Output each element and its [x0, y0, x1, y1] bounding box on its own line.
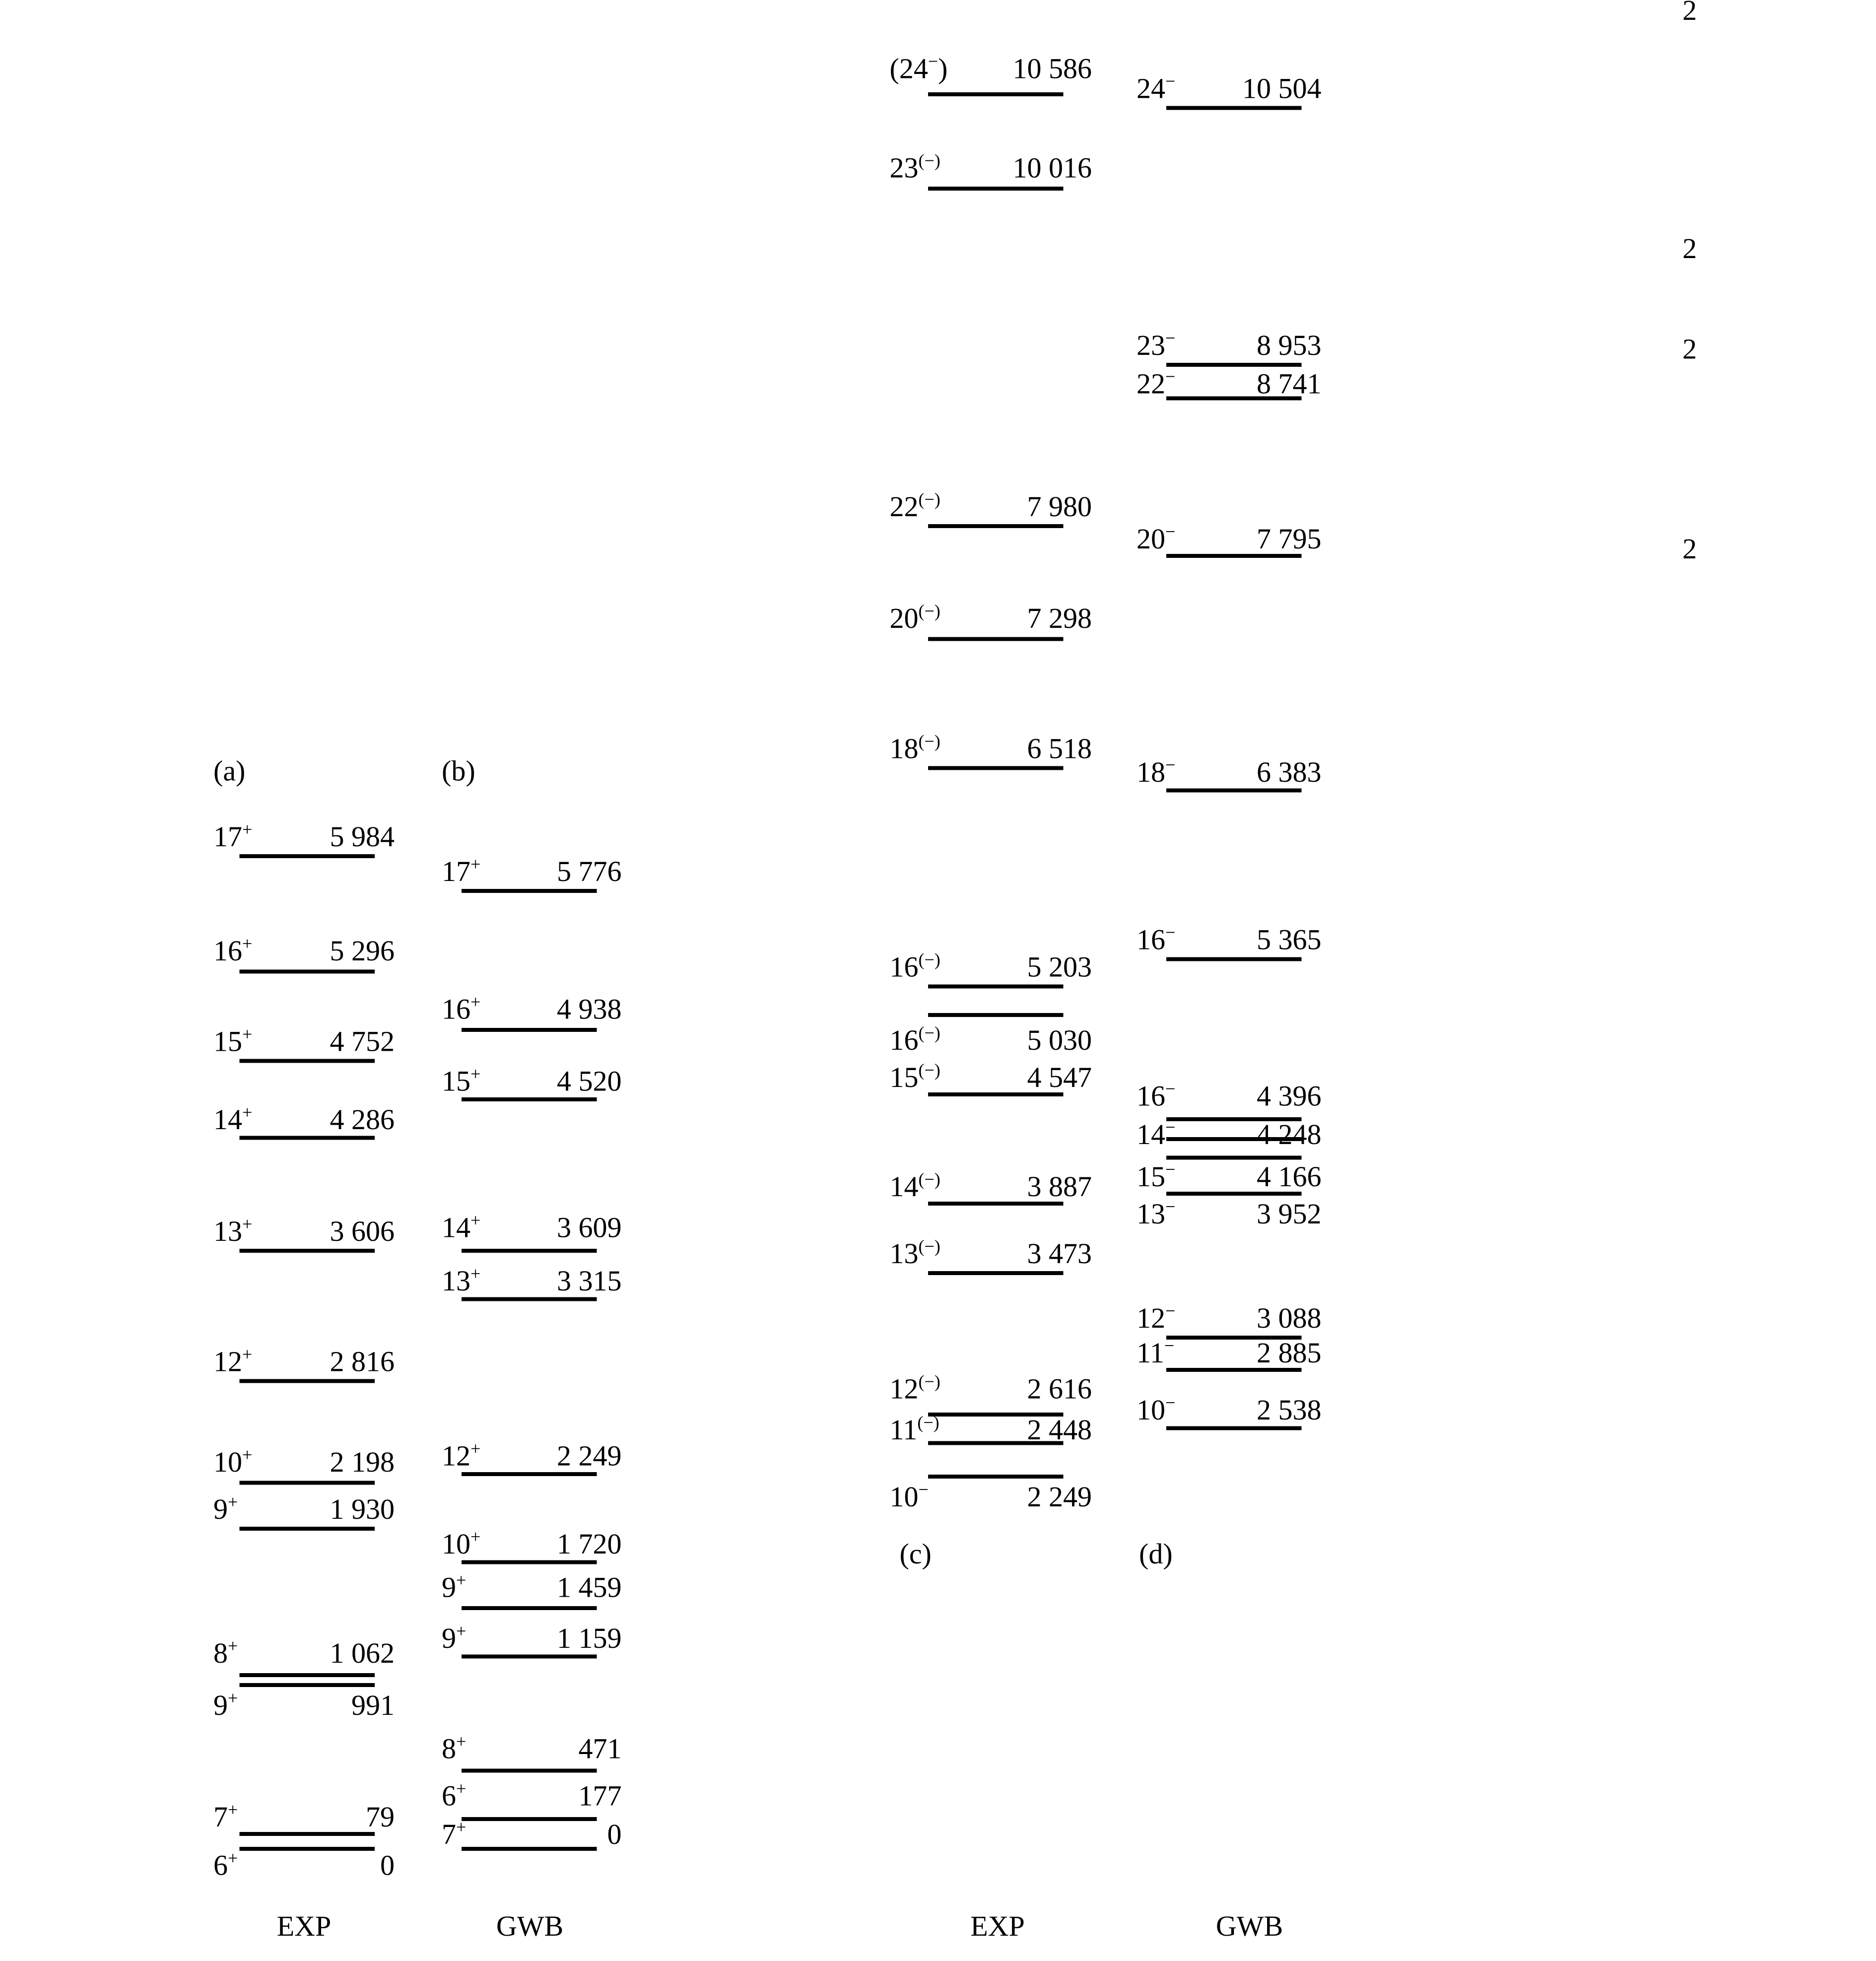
- parity-value: +: [242, 1102, 253, 1122]
- energy-level: [442, 1264, 622, 1299]
- energy-value: 2 885: [1257, 1337, 1322, 1369]
- parity-value: −: [1165, 1079, 1176, 1099]
- parity-value: (−): [918, 1371, 940, 1392]
- energy-value: 4 938: [557, 993, 622, 1025]
- panel-caption: GWB: [1215, 1910, 1283, 1942]
- spin-parity-label: [890, 1023, 940, 1056]
- spin-value: 12: [1137, 1302, 1165, 1334]
- spin-parity-label: [890, 732, 940, 765]
- spin-value: 22: [889, 490, 919, 523]
- spin-parity-label: [890, 1413, 939, 1446]
- parity-value: −: [1165, 1159, 1176, 1179]
- energy-level: [442, 1527, 622, 1562]
- energy-value: 5 776: [557, 855, 622, 887]
- level-scheme-panels: [213, 52, 1322, 1943]
- spin-value: 8: [213, 1637, 228, 1669]
- spin-parity-label: [213, 1024, 252, 1058]
- spin-parity-label: [442, 1732, 466, 1765]
- parity-value: −: [928, 51, 938, 71]
- spin-parity-label: [1137, 367, 1175, 400]
- energy-level: [213, 1492, 395, 1529]
- spin-parity-label: [442, 1817, 466, 1850]
- energy-level: [213, 1024, 395, 1061]
- spin-value: 13: [889, 1237, 919, 1270]
- energy-level: [890, 1236, 1092, 1273]
- energy-level: [890, 151, 1092, 189]
- spin-parity-label: [890, 1060, 940, 1093]
- spin-parity-label: [213, 819, 252, 853]
- energy-level: [1137, 1194, 1322, 1230]
- spin-value: 20: [889, 602, 919, 634]
- spin-value: 7: [442, 1818, 456, 1850]
- energy-level: [442, 1621, 622, 1657]
- spin-value: 8: [442, 1732, 456, 1765]
- parity-value: +: [228, 1492, 238, 1512]
- spin-parity-label: [213, 1636, 238, 1669]
- spin-value: 10: [213, 1446, 242, 1478]
- cropped-edge-label: 2: [1682, 333, 1697, 365]
- energy-value: 10 586: [1012, 52, 1092, 85]
- parity-value: −: [1165, 1301, 1176, 1321]
- energy-level: [213, 1102, 395, 1138]
- parity-value: −: [1165, 1117, 1176, 1137]
- parity-value: −: [918, 1480, 929, 1499]
- energy-level: [442, 1570, 622, 1609]
- spin-parity-label: [442, 1570, 466, 1604]
- spin-value: 16: [1137, 1080, 1165, 1112]
- spin-parity-label: [213, 1102, 252, 1136]
- parity-value: +: [470, 1527, 481, 1547]
- spin-parity-label: [213, 1214, 252, 1247]
- spin-parity-label: [1137, 755, 1175, 788]
- energy-value: 6 518: [1027, 732, 1092, 765]
- spin-value: 13: [1137, 1198, 1165, 1230]
- cropped-edge-labels: [1682, 0, 1697, 565]
- energy-value: 1 930: [330, 1493, 395, 1525]
- spin-parity-label: [442, 1621, 466, 1654]
- spin-parity-label: [442, 1527, 480, 1560]
- energy-level: [1137, 755, 1322, 791]
- spin-value: 18: [1137, 756, 1165, 788]
- energy-value: 5 203: [1027, 950, 1092, 983]
- energy-value: 2 448: [1027, 1414, 1092, 1446]
- spin-value: 12: [889, 1372, 919, 1405]
- energy-value: 3 609: [557, 1211, 622, 1244]
- energy-level: [442, 1732, 622, 1771]
- parity-value: +: [228, 1848, 238, 1868]
- energy-level: [213, 934, 395, 972]
- parity-value: (−): [918, 1023, 940, 1043]
- energy-level: [890, 1477, 1092, 1513]
- parity-value: −: [1165, 755, 1176, 775]
- spin-value: 23: [1137, 329, 1165, 361]
- energy-level: [1137, 71, 1322, 108]
- parity-value: +: [470, 1064, 481, 1084]
- panel-d: [1137, 71, 1322, 1943]
- spin-parity-label: [1137, 328, 1175, 361]
- energy-value: 177: [578, 1779, 622, 1812]
- spin-value: 18: [889, 732, 919, 765]
- energy-level: [890, 732, 1092, 768]
- spin-close-paren: ): [938, 52, 948, 85]
- parity-value: +: [242, 1214, 253, 1234]
- spin-value: 6: [213, 1849, 228, 1882]
- spin-value: 16: [889, 1024, 919, 1056]
- panel-label: (c): [899, 1538, 932, 1570]
- spin-parity-label: [442, 992, 480, 1025]
- energy-level: [442, 854, 622, 891]
- spin-parity-label: [890, 1372, 940, 1405]
- panel-caption: GWB: [496, 1910, 564, 1942]
- spin-value: 10: [442, 1528, 470, 1560]
- energy-value: 4 396: [1257, 1080, 1322, 1112]
- energy-level: [442, 1817, 622, 1850]
- spin-value: 11: [1137, 1337, 1164, 1369]
- parity-value: +: [242, 819, 253, 839]
- spin-value: 14: [213, 1103, 242, 1136]
- energy-level: [1137, 1301, 1322, 1338]
- spin-parity-label: [213, 934, 252, 967]
- parity-value: (−): [918, 489, 940, 509]
- energy-value: 2 198: [330, 1446, 395, 1478]
- parity-value: +: [228, 1636, 238, 1656]
- energy-value: 1 062: [330, 1637, 395, 1669]
- spin-parity-label: [890, 1480, 929, 1513]
- energy-level: [442, 1211, 622, 1251]
- spin-parity-label: [442, 1779, 466, 1812]
- spin-value: (24: [889, 52, 928, 85]
- energy-level: [213, 1345, 395, 1381]
- spin-parity-label: [890, 1236, 940, 1270]
- parity-value: +: [242, 1445, 253, 1465]
- panel-label: (b): [442, 754, 475, 787]
- spin-parity-label: [442, 854, 480, 887]
- parity-value: +: [470, 1264, 481, 1284]
- energy-level: [213, 1636, 395, 1675]
- energy-value: 2 249: [557, 1439, 622, 1472]
- energy-value: 5 296: [330, 935, 395, 967]
- spin-value: 22: [1137, 367, 1165, 400]
- panel-b: [442, 755, 622, 1943]
- cropped-edge-label: 2: [1682, 232, 1697, 265]
- parity-value: +: [470, 992, 481, 1012]
- parity-value: +: [456, 1778, 467, 1799]
- parity-value: (−): [918, 731, 940, 751]
- spin-value: 14: [1137, 1118, 1165, 1150]
- parity-value: (−): [918, 1169, 940, 1189]
- spin-value: 10: [1137, 1394, 1165, 1426]
- energy-value: 2 816: [330, 1345, 395, 1378]
- panel-label: (a): [213, 754, 246, 787]
- parity-value: +: [456, 1621, 467, 1641]
- energy-value: 3 088: [1257, 1302, 1322, 1334]
- energy-level: [890, 1372, 1092, 1415]
- energy-value: 10 016: [1012, 151, 1092, 184]
- spin-parity-label: [890, 950, 940, 983]
- spin-value: 9: [442, 1571, 456, 1604]
- spin-parity-label: [890, 52, 948, 85]
- energy-value: 1 459: [557, 1571, 622, 1604]
- spin-parity-label: [213, 1345, 252, 1378]
- cropped-edge-label: 2: [1682, 533, 1697, 565]
- parity-value: +: [242, 1024, 253, 1044]
- energy-value: 7 795: [1257, 523, 1322, 555]
- spin-value: 17: [213, 820, 242, 853]
- parity-value: (−): [918, 601, 940, 621]
- energy-value: 991: [351, 1689, 395, 1721]
- parity-value: +: [456, 1817, 467, 1837]
- energy-value: 7 298: [1027, 602, 1092, 634]
- cropped-edge-label: 2: [1682, 0, 1697, 26]
- energy-level: [1137, 923, 1322, 959]
- spin-value: 15: [1137, 1160, 1165, 1193]
- energy-level: [1137, 1336, 1322, 1370]
- parity-value: +: [242, 1344, 253, 1364]
- spin-parity-label: [442, 1264, 480, 1297]
- spin-parity-label: [213, 1492, 238, 1525]
- energy-value: 5 365: [1257, 923, 1322, 956]
- energy-level: [1137, 1079, 1322, 1120]
- parity-value: (−): [917, 1413, 939, 1432]
- parity-value: (−): [918, 1236, 940, 1256]
- spin-value: 9: [442, 1622, 456, 1654]
- energy-level: [213, 1685, 395, 1721]
- energy-value: 3 315: [557, 1265, 622, 1297]
- energy-value: 4 166: [1257, 1160, 1322, 1193]
- spin-value: 7: [213, 1801, 228, 1833]
- energy-level: [1137, 1117, 1322, 1150]
- spin-value: 12: [213, 1345, 242, 1378]
- parity-value: −: [1165, 71, 1176, 91]
- parity-value: +: [228, 1688, 238, 1708]
- energy-level: [1137, 1158, 1322, 1193]
- spin-parity-label: [1137, 1079, 1175, 1112]
- energy-level: [213, 1214, 395, 1251]
- energy-value: 3 952: [1257, 1198, 1322, 1230]
- energy-level: [890, 1060, 1092, 1094]
- energy-level: [890, 601, 1092, 639]
- energy-value: 5 030: [1027, 1024, 1092, 1056]
- energy-value: 10 504: [1242, 72, 1322, 105]
- spin-value: 15: [889, 1061, 919, 1093]
- panel-c: [890, 52, 1092, 1943]
- energy-value: 3 606: [330, 1215, 395, 1247]
- spin-parity-label: [213, 1688, 238, 1721]
- energy-level: [1137, 367, 1322, 400]
- spin-parity-label: [213, 1848, 238, 1882]
- spin-value: 20: [1137, 523, 1165, 555]
- parity-value: +: [242, 934, 253, 953]
- parity-value: (−): [918, 949, 940, 970]
- spin-parity-label: [442, 1439, 480, 1472]
- spin-value: 10: [889, 1481, 919, 1513]
- spin-parity-label: [890, 151, 940, 184]
- parity-value: +: [456, 1731, 467, 1752]
- spin-value: 17: [442, 855, 470, 887]
- energy-level: [1137, 1393, 1322, 1428]
- parity-value: −: [1165, 922, 1176, 943]
- energy-level: [1137, 522, 1322, 556]
- spin-parity-label: [1137, 1336, 1174, 1369]
- spin-value: 6: [442, 1779, 456, 1812]
- parity-value: (−): [918, 1060, 940, 1080]
- spin-parity-label: [890, 601, 940, 634]
- energy-value: 4 752: [330, 1025, 395, 1058]
- energy-value: 8 953: [1257, 329, 1322, 361]
- spin-value: 16: [442, 993, 470, 1025]
- energy-value: 4 286: [330, 1103, 395, 1136]
- energy-level: [442, 1064, 622, 1100]
- parity-value: −: [1165, 1393, 1176, 1413]
- energy-level: [442, 992, 622, 1030]
- energy-level: [213, 1800, 395, 1834]
- energy-level: [213, 1445, 395, 1483]
- spin-value: 15: [213, 1025, 242, 1058]
- parity-value: +: [456, 1570, 467, 1590]
- energy-value: 0: [607, 1818, 622, 1850]
- panel-caption: EXP: [970, 1910, 1025, 1942]
- spin-parity-label: [442, 1211, 480, 1244]
- energy-value: 1 159: [557, 1622, 622, 1654]
- spin-parity-label: [1137, 522, 1175, 555]
- energy-value: 5 984: [330, 820, 395, 853]
- energy-level: [1137, 328, 1322, 365]
- spin-parity-label: [1137, 1301, 1175, 1334]
- energy-level: [890, 1413, 1092, 1446]
- spin-value: 16: [889, 950, 919, 983]
- energy-level: [213, 1848, 395, 1882]
- spin-parity-label: [213, 1445, 252, 1478]
- parity-value: +: [470, 1210, 481, 1230]
- energy-level: [442, 1779, 622, 1820]
- spin-parity-label: [1137, 71, 1175, 105]
- energy-level: [213, 819, 395, 856]
- energy-level: [890, 52, 1092, 95]
- parity-value: (−): [918, 150, 940, 171]
- energy-value: 2 249: [1027, 1481, 1092, 1513]
- parity-value: −: [1165, 366, 1176, 387]
- spin-parity-label: [1137, 923, 1175, 956]
- spin-value: 11: [889, 1414, 918, 1446]
- energy-value: 8 741: [1257, 367, 1322, 400]
- spin-value: 15: [442, 1065, 470, 1097]
- spin-value: 14: [442, 1211, 470, 1244]
- energy-value: 79: [366, 1801, 395, 1833]
- spin-value: 13: [442, 1265, 470, 1297]
- spin-parity-label: [213, 1800, 238, 1833]
- energy-value: 7 980: [1027, 490, 1092, 523]
- spin-parity-label: [1137, 1117, 1175, 1150]
- panel-caption: EXP: [276, 1910, 332, 1942]
- energy-value: 6 383: [1257, 756, 1322, 788]
- spin-value: 13: [213, 1215, 242, 1247]
- spin-parity-label: [890, 489, 940, 523]
- spin-value: 12: [442, 1439, 470, 1472]
- parity-value: +: [470, 1438, 481, 1459]
- energy-value: 4 520: [557, 1065, 622, 1097]
- energy-level: [890, 1015, 1092, 1056]
- spin-value: 23: [889, 151, 919, 184]
- energy-value: 2 538: [1257, 1394, 1322, 1426]
- spin-value: 16: [213, 935, 242, 967]
- spin-parity-label: [442, 1064, 480, 1097]
- parity-value: +: [228, 1800, 238, 1820]
- spin-parity-label: [1137, 1159, 1175, 1193]
- energy-value: 3 473: [1027, 1237, 1092, 1270]
- parity-value: −: [1164, 1336, 1175, 1355]
- energy-value: 0: [380, 1849, 395, 1882]
- energy-value: 471: [578, 1732, 622, 1765]
- energy-level: [442, 1439, 622, 1475]
- energy-level: [890, 1169, 1092, 1204]
- parity-value: +: [470, 854, 481, 874]
- energy-value: 2 616: [1027, 1372, 1092, 1405]
- parity-value: −: [1165, 328, 1176, 348]
- panel-a: [213, 755, 395, 1943]
- energy-value: 4 547: [1027, 1061, 1092, 1093]
- panel-label: (d): [1139, 1538, 1173, 1570]
- spin-value: 9: [213, 1493, 228, 1525]
- spin-parity-label: [890, 1169, 940, 1203]
- energy-value: 4 248: [1257, 1118, 1322, 1150]
- spin-value: 16: [1137, 923, 1165, 956]
- energy-value: 3 887: [1027, 1170, 1092, 1203]
- spin-value: 9: [213, 1689, 228, 1721]
- spin-value: 24: [1137, 72, 1165, 105]
- parity-value: −: [1165, 1197, 1176, 1217]
- energy-level: [890, 489, 1092, 526]
- spin-parity-label: [1137, 1197, 1175, 1230]
- energy-level: [890, 950, 1092, 987]
- energy-value: 1 720: [557, 1528, 622, 1560]
- spin-parity-label: [1137, 1393, 1175, 1426]
- spin-value: 14: [889, 1170, 919, 1203]
- parity-value: −: [1165, 522, 1176, 541]
